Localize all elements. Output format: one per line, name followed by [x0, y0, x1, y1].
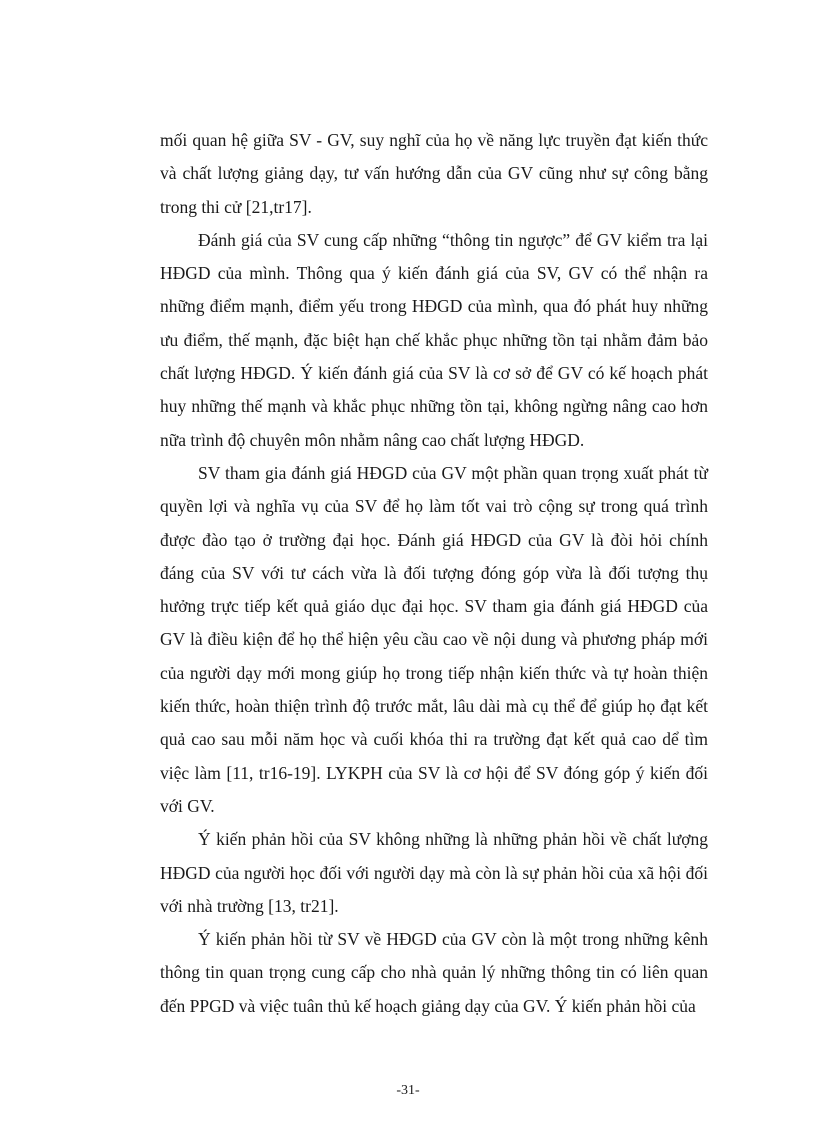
paragraph-student-feedback: Đánh giá của SV cung cấp những “thông tin ngược” để GV kiểm tra lại HĐGD của mình. Thông qua ý kiến đánh giá của SV, GV có thể nhận ra những điểm mạnh, điểm yếu trong HĐGD của mình, qua đó phát huy những ưu điểm, thế mạnh, đặc biệt hạn chế khắc phục những tồn tại nhằm đảm bảo chất lượng HĐGD. Ý kiến đánh giá của SV là cơ sở để GV có kế hoạch phát huy những thế mạnh và khắc phục những tồn tại, không ngừng nâng cao hơn nữa trình độ chuyên môn nhằm nâng cao chất lượng HĐGD.: [160, 229, 708, 450]
page-number: -31-: [396, 1083, 420, 1098]
paragraph-student-participation: SV tham gia đánh giá HĐGD của GV một phần quan trọng xuất phát từ quyền lợi và nghĩa vụ của SV để họ làm tốt vai trò cộng sự trong quá trình được đào tạo ở trường đại học. Đánh giá HĐGD của GV là đòi hỏi chính đáng của SV với tư cách vừa là đối tượng đóng góp vừa là đối tượng thụ hưởng trực tiếp kết quả giáo dục đại học. SV tham gia đánh giá HĐGD của GV là điều kiện để họ thể hiện yêu cầu cao về nội dung và phương pháp mới của người dạy mới mong giúp họ trong tiếp nhận kiến thức và tự hoàn thiện kiến thức, hoàn thiện trình độ trước mắt, lâu dài mà cụ thể để giúp họ đạt kết quả cao sau mỗi năm học và cuối khóa thi ra trường đạt kết quả cao dể tìm việc làm [11, tr16-19]. LYKPH của SV là cơ hội để SV đóng góp ý kiến đối với GV.: [160, 462, 708, 816]
paragraph-information-channel: Ý kiến phản hồi từ SV về HĐGD của GV còn là một trong những kênh thông tin quan trọng cung cấp cho nhà quản lý những thông tin có liên quan đến PPGD và việc tuân thủ kế hoạch giảng dạy của GV. Ý kiến phản hồi của: [160, 929, 708, 1016]
body-text: [160, 124, 708, 1023]
paragraph-social-feedback: Ý kiến phản hồi của SV không những là những phản hồi về chất lượng HĐGD của người học đối với người dạy mà còn là sự phản hồi của xã hội đối với nhà trường [13, tr21].: [160, 829, 708, 916]
paragraph-continuation: mối quan hệ giữa SV - GV, suy nghĩ của họ về năng lực truyền đạt kiến thức và chất lượng giảng dạy, tư vấn hướng dẫn của GV cũng như sự công bằng trong thi cử [21,tr17].: [160, 130, 708, 217]
